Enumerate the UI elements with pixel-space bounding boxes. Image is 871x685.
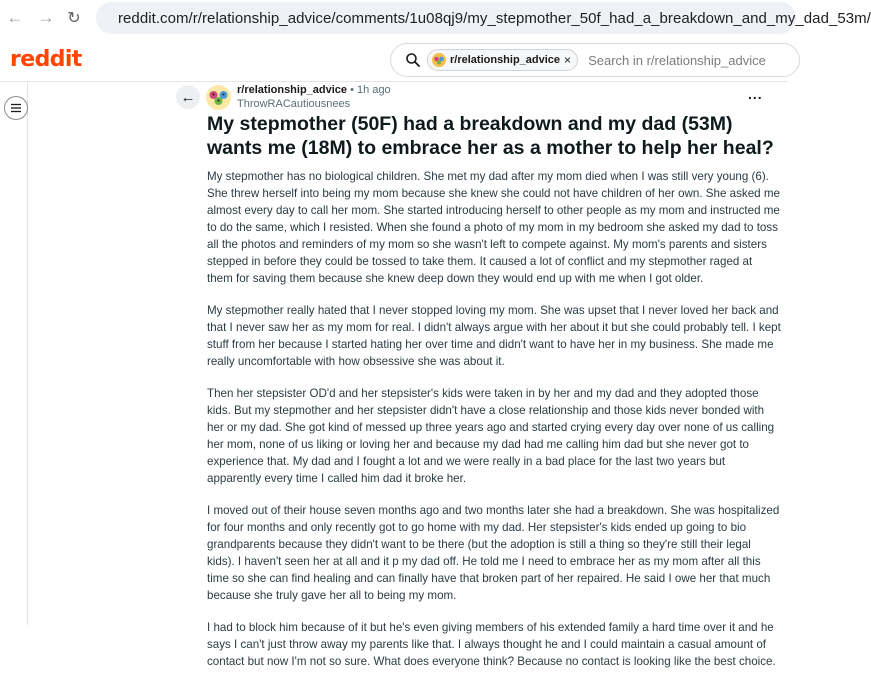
back-arrow-icon[interactable]: ← bbox=[176, 85, 200, 109]
search-input[interactable]: Search in r/relationship_advice bbox=[588, 52, 766, 68]
post-paragraph: My stepmother has no biological children. She met my dad after my mom died when I was still very young (6). She threw herself into being my mom because she knew she could not have children of her own. She asked me almost every day to call her mom. She started introducing herself to other people as my mom and instructed me to do the same, which I resisted. When she found a photo of my mom in my bedroom she asked my dad to toss all the photos and reminders of my mom so she wasn't left to compete against. My mom's parents and sisters stepped in before they could be tossed to take them. It caused a lot of conflict and my stepmother raged at them for saving them because she knew deep down they would end up with me when I got older. bbox=[207, 170, 780, 285]
forward-arrow-icon[interactable]: → bbox=[37, 8, 55, 27]
chip-label: r/relationship_advice bbox=[450, 54, 561, 66]
post-paragraph: My stepmother really hated that I never stopped loving my mom. She was upset that I never loved her back and that I never saw her as my mom for real. I didn't always argue with her about it but she could probably tell. I kept stuff from her because I started hating her over time and didn't want to have her in my business. She made me really uncomfortable with how obsessive she was about it. bbox=[207, 304, 781, 368]
post-paragraph: Then her stepsister OD'd and her stepsister's kids were taken in by her and my dad and they adopted those kids. But my stepmother and her stepsister didn't have a close relationship and those kids never bonded with her or my dad. She got kind of messed up three years ago and started crying every day over none of us calling her mom, none of us liking or loving her and because my dad had me calling him dad but she never got to experience that. My dad and I fought a lot and we were really in a bad place for the last two years but apparently every time I called him dad it broke her. bbox=[207, 387, 775, 485]
menu-icon[interactable] bbox=[4, 96, 28, 120]
author-link[interactable]: ThrowRACautiousnees bbox=[237, 98, 351, 110]
site-header bbox=[0, 38, 788, 82]
subreddit-avatar-icon[interactable] bbox=[206, 85, 231, 110]
hamburger-icon bbox=[10, 103, 22, 113]
post-body bbox=[207, 168, 781, 685]
browser-toolbar bbox=[0, 0, 871, 36]
subreddit-link[interactable]: r/relationship_advice bbox=[237, 84, 348, 96]
subreddit-avatar-icon bbox=[432, 53, 446, 67]
reload-icon[interactable]: ↻ bbox=[67, 10, 81, 27]
post-meta bbox=[237, 84, 391, 111]
post-paragraph: I had to block him because of it but he's even giving members of his extended family a hard time over it and he says I can't just throw away my parents like that. I always thought he and I could maintain a casual amount of contact but now I'm not so sure. What does everyone think? Because no contact is looking like the best choice. bbox=[207, 621, 776, 668]
address-bar[interactable] bbox=[96, 2, 871, 34]
close-icon[interactable]: × bbox=[564, 53, 572, 67]
reddit-logo[interactable]: reddit bbox=[10, 47, 82, 72]
more-icon[interactable]: ... bbox=[748, 86, 763, 102]
search-icon bbox=[405, 52, 421, 68]
url-text[interactable]: reddit.com/r/relationship_advice/comments/1u08qj9/my_stepmother_50f_had_a_breakdown_and_my_dad_53m/ bbox=[118, 9, 871, 27]
left-rail bbox=[0, 83, 28, 625]
subreddit-search-chip[interactable] bbox=[427, 49, 578, 71]
search-bar[interactable] bbox=[390, 43, 800, 77]
back-arrow-icon[interactable]: ← bbox=[6, 8, 24, 27]
post-paragraph: I moved out of their house seven months ago and two months later she had a breakdown. She was hospitalized for four months and only recently got to go home with my dad. Her stepsister's kids ended up going to bio grandparents because they didn't want to be there (but the adoption is still a thing so they're still their legal kids). I haven't seen her at all and it p my dad off. He told me I need to embrace her as my mom after all this time so she can find healing and can finally have that broken part of her repaired. He said I owe her that much because she truly gave her all to being my mom. bbox=[207, 504, 780, 602]
post-time: 1h ago bbox=[357, 84, 391, 96]
meta-separator: • bbox=[350, 84, 354, 96]
rail-divider bbox=[27, 83, 28, 625]
post-title: My stepmother (50F) had a breakdown and my dad (53M) wants me (18M) to embrace her as a mother to help her heal? bbox=[207, 113, 774, 159]
